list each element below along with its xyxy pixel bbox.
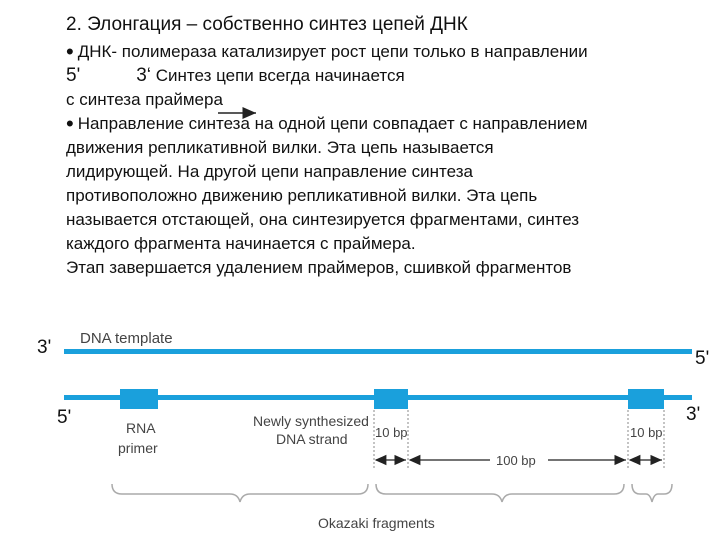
newly-synthesized-label: DNA strand: [276, 431, 348, 447]
direction-3-prime: 3‘: [136, 65, 151, 86]
okazaki-brace: [376, 484, 624, 502]
newly-synthesized-label: Newly synthesized: [253, 413, 369, 429]
direction-5-prime: 5': [66, 65, 81, 86]
bp-label-left: 10 bp: [375, 425, 408, 440]
bullet-icon: •: [66, 111, 74, 136]
rna-primer: [374, 389, 408, 409]
bottom-left-end-label: 5': [57, 407, 72, 428]
bullet-2-line-5: называется отстающей, она синтезируется фрагментами, синтез: [66, 210, 580, 229]
bullet-1-line-2: 5' 3‘ Синтез цепи всегда начинается: [66, 65, 405, 86]
bullet-icon: •: [66, 39, 74, 64]
bullet-2-line-4: противоположно движению репликативной вилки. Эта цепь: [66, 186, 538, 205]
bottom-right-end-label: 3': [686, 404, 701, 425]
okazaki-label: Okazaki fragments: [318, 515, 435, 531]
okazaki-brace: [632, 484, 672, 502]
template-strand: [64, 349, 692, 354]
rna-primer: [120, 389, 158, 409]
bullet-2-line-7: Этап завершается удалением праймеров, сшивкой фрагментов: [66, 258, 572, 277]
bp-label-middle: 100 bp: [496, 453, 536, 468]
bullet-2-line-3: лидирующей. На другой цепи направление синтеза: [66, 162, 473, 181]
bullet-2-line-6: каждого фрагмента начинается с праймера.: [66, 234, 416, 253]
bullet-1-line-3: с синтеза праймера: [66, 90, 223, 109]
bullet-1-line-1: • ДНК- полимераза катализирует рост цепи только в направлении: [66, 39, 588, 64]
slide-title: 2. Элонгация – собственно синтез цепей ДНК: [66, 14, 468, 35]
rna-primer-label: RNA: [126, 420, 156, 436]
bullet-2-line-2: движения репликативной вилки. Эта цепь называется: [66, 138, 494, 157]
okazaki-brace: [112, 484, 368, 502]
bp-label-right: 10 bp: [630, 425, 663, 440]
rna-primer: [628, 389, 664, 409]
template-label: DNA template: [80, 330, 173, 347]
bullet-2-line-1: • Направление синтеза на одной цепи совпадает с направлением: [66, 111, 588, 136]
rna-primer-label: primer: [118, 440, 158, 456]
top-left-end-label: 3': [37, 337, 52, 358]
top-right-end-label: 5': [695, 348, 710, 369]
